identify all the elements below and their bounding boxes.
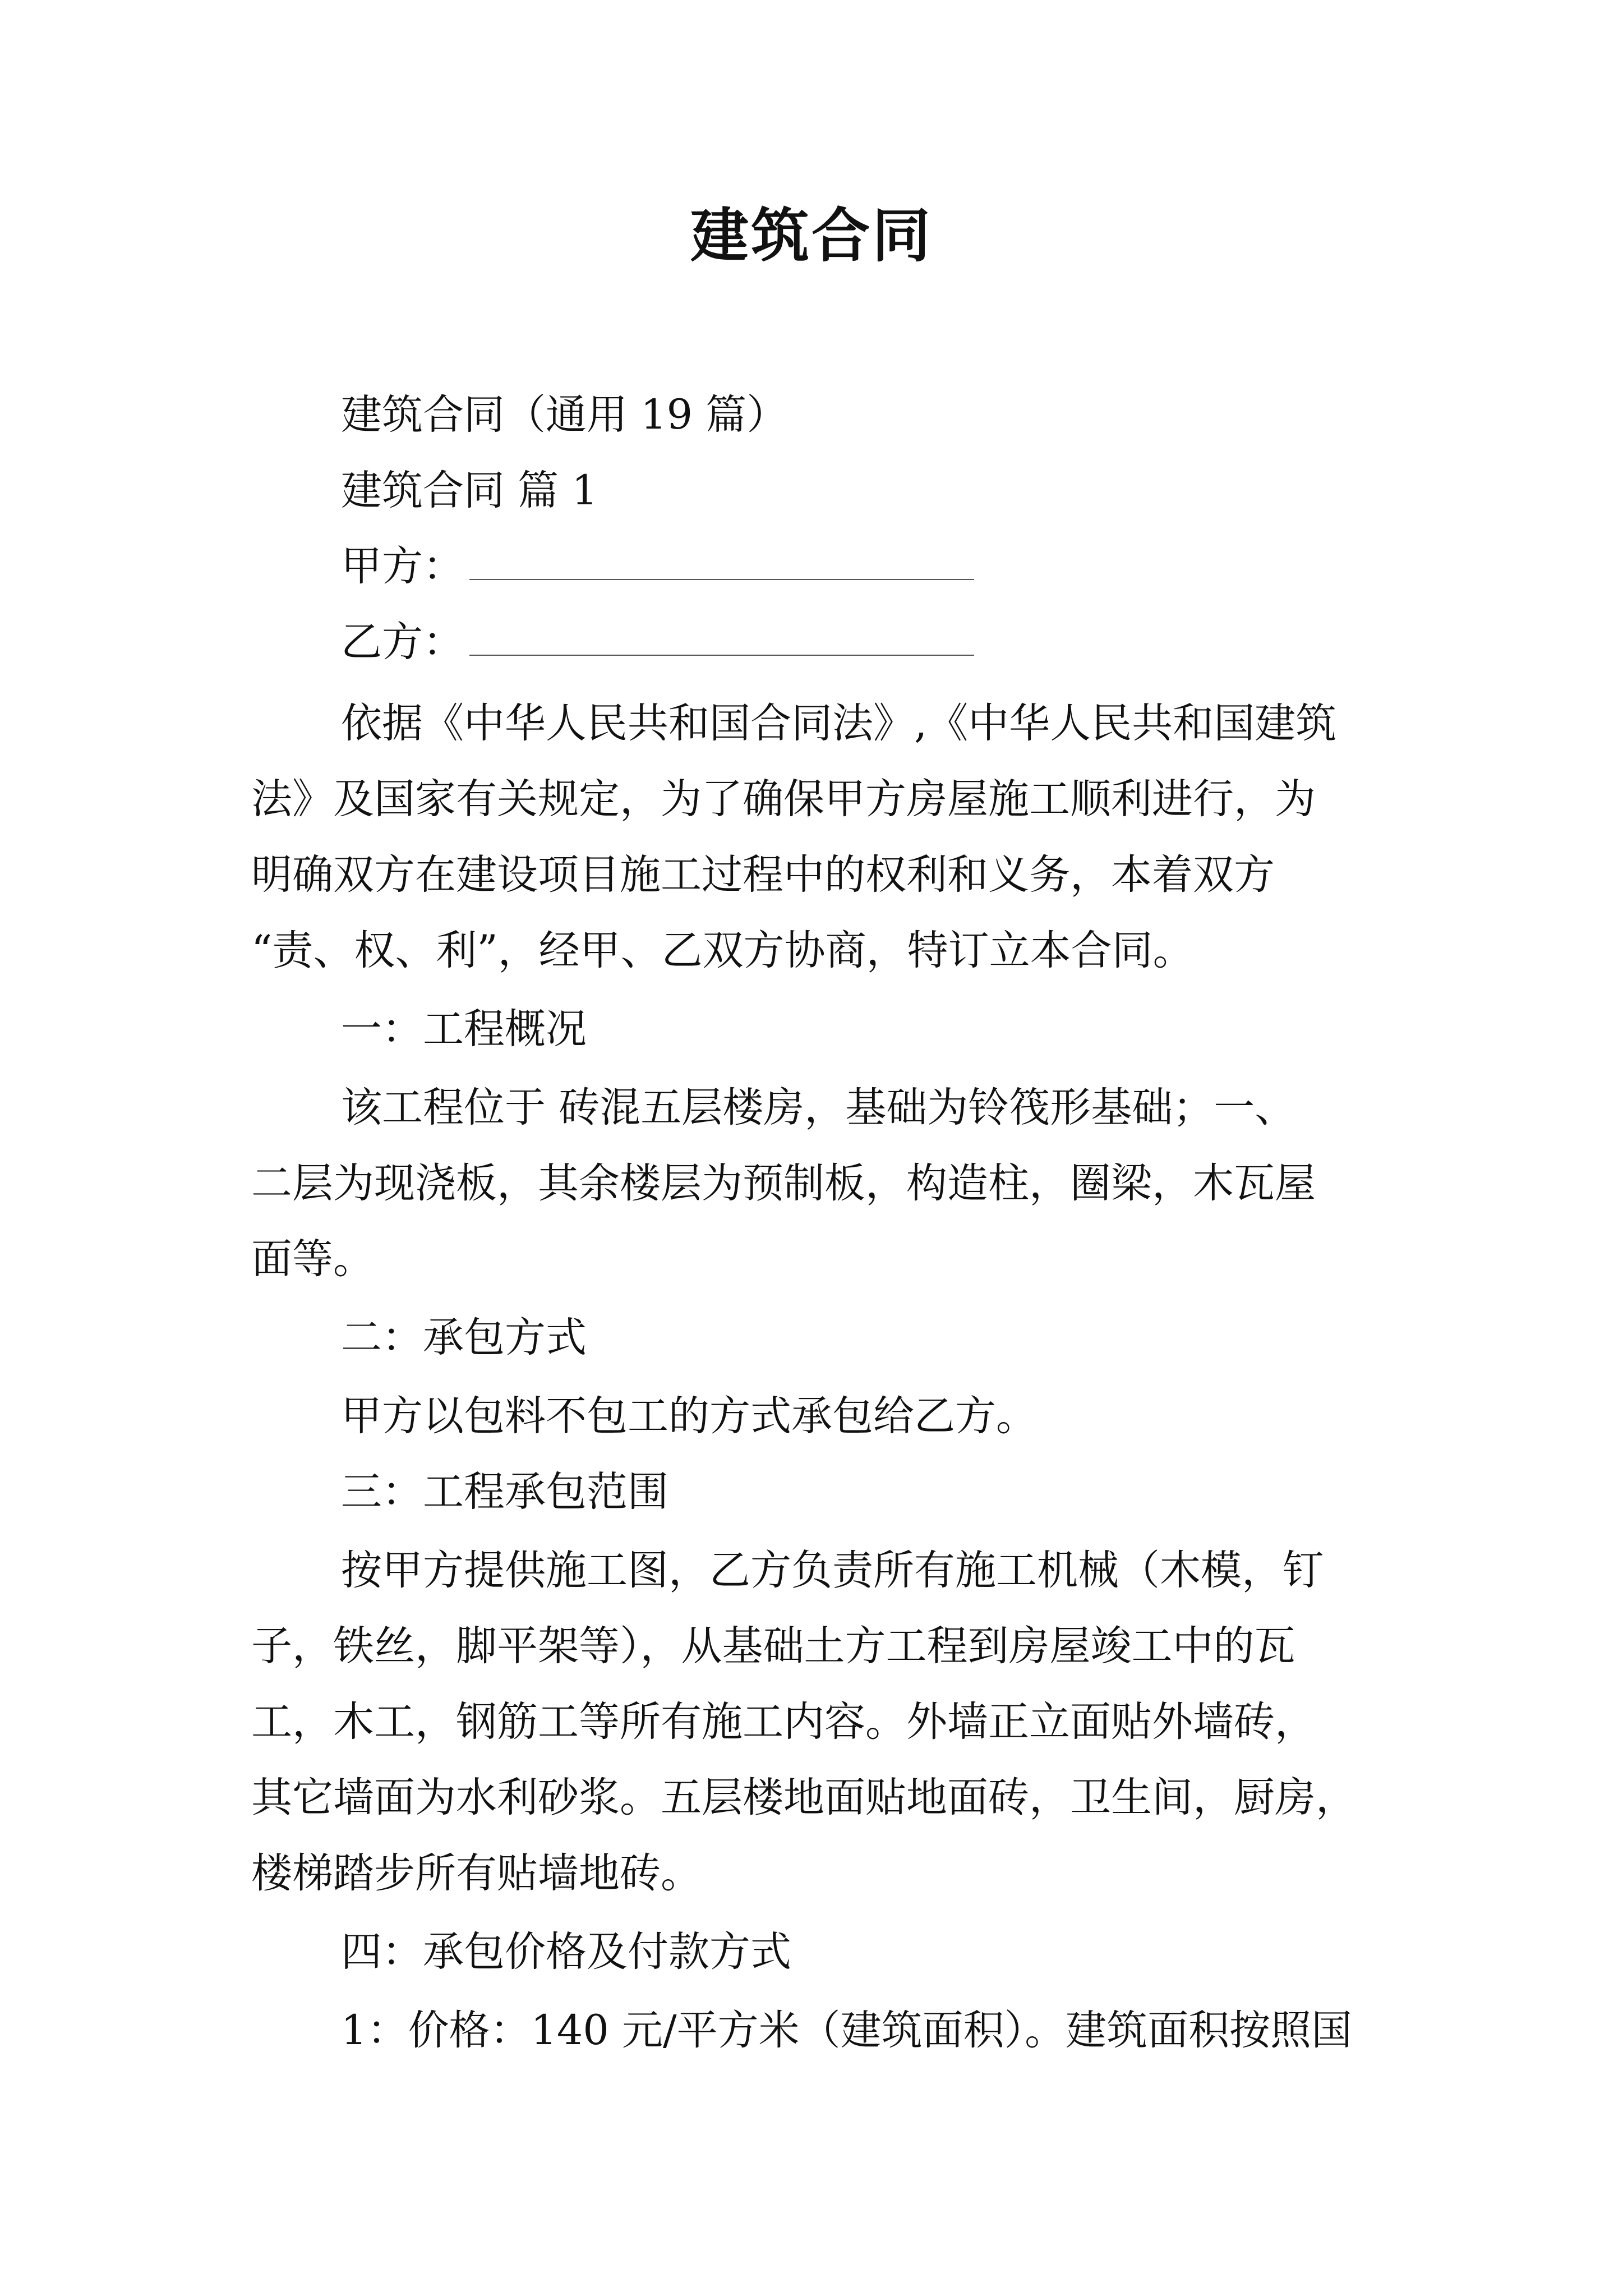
document-title: 建筑合同 bbox=[690, 201, 933, 270]
intro-text-1: 依据《中华人民共和国合同法》,《中华人民共和国建筑 bbox=[341, 700, 1337, 747]
sec3-text-3: 工，木工，钢筋工等所有施工内容。外墙正立面贴外墙砖， bbox=[251, 1698, 1316, 1746]
party-a-blank bbox=[469, 545, 974, 580]
sec3-line-2 bbox=[251, 1618, 1384, 1674]
sec4-heading-text: 四：承包价格及付款方式 bbox=[341, 1928, 791, 1976]
sec1-line-2 bbox=[251, 1156, 1384, 1212]
sec1-text-3: 面等。 bbox=[251, 1235, 374, 1283]
sec2-heading-text: 二：承包方式 bbox=[341, 1314, 587, 1361]
party-a-label: 甲方： bbox=[341, 542, 464, 590]
sec1-heading-text: 一：工程概况 bbox=[341, 1005, 587, 1053]
sec3-text-1: 按甲方提供施工图，乙方负责所有施工机械（木模，钉 bbox=[341, 1547, 1324, 1594]
sec3-text-2: 子，铁丝，脚平架等），从基础土方工程到房屋竣工中的瓦 bbox=[251, 1622, 1295, 1670]
intro-line-4 bbox=[251, 923, 1384, 979]
section-heading-text: 建筑合同 篇 1 bbox=[341, 467, 598, 514]
intro-text-4: “责、权、利”，经甲、乙双方协商，特订立本合同。 bbox=[251, 927, 1194, 974]
sec1-line-3 bbox=[251, 1231, 1384, 1287]
intro-text-3: 明确双方在建设项目施工过程中的权利和义务，本着双方 bbox=[251, 851, 1275, 899]
sec3-line-5 bbox=[251, 1846, 1384, 1902]
sec3-line-3 bbox=[251, 1694, 1384, 1750]
sec4-text-1: 1：价格：140 元/平方米（建筑面积）。建筑面积按照国 bbox=[341, 2007, 1353, 2054]
sec3-text-5: 楼梯踏步所有贴墙地砖。 bbox=[251, 1849, 702, 1897]
party-b-field bbox=[341, 614, 974, 670]
sec3-text-4: 其它墙面为水利砂浆。五层楼地面贴地面砖，卫生间，厨房， bbox=[251, 1774, 1357, 1821]
party-b-label: 乙方： bbox=[341, 618, 464, 666]
party-a-field bbox=[341, 539, 974, 595]
sec3-line-4 bbox=[251, 1770, 1384, 1826]
intro-line-3 bbox=[251, 847, 1384, 903]
sec1-text-1: 该工程位于 砖混五层楼房，基础为铃筏形基础；一、 bbox=[341, 1084, 1296, 1131]
sec2-text: 甲方以包料不包工的方式承包给乙方。 bbox=[341, 1392, 1037, 1440]
intro-line-2 bbox=[251, 771, 1384, 827]
sec1-text-2: 二层为现浇板，其余楼层为预制板，构造柱，圈梁，木瓦屋 bbox=[251, 1159, 1316, 1207]
intro-text-2: 法》及国家有关规定，为了确保甲方房屋施工顺利进行，为 bbox=[251, 775, 1316, 823]
party-b-blank bbox=[469, 621, 974, 656]
sec3-heading-text: 三：工程承包范围 bbox=[341, 1468, 668, 1516]
subtitle-text: 建筑合同（通用 19 篇） bbox=[341, 391, 788, 439]
